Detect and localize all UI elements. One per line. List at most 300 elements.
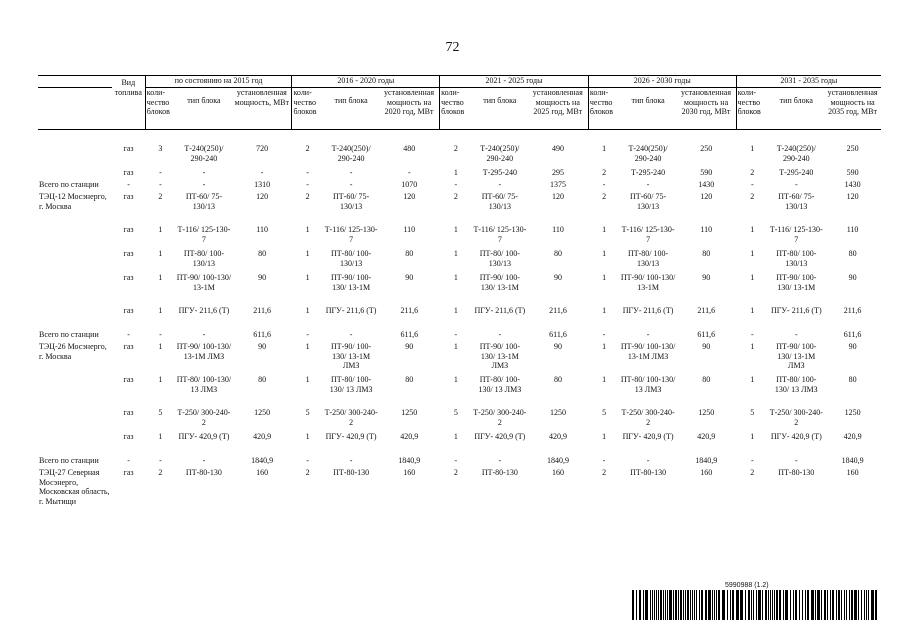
fuel-cell: газ [123, 342, 134, 351]
type-cell: Т-240(250)/ 290-240 [776, 144, 816, 163]
capacity-cell: 90 [554, 273, 563, 282]
fuel-cell: газ [123, 249, 134, 258]
capacity-cell: 90 [848, 273, 857, 282]
type-cell: - [646, 180, 650, 189]
table-row [38, 273, 881, 306]
type-cell: Т-240(250)/ 290-240 [331, 144, 371, 163]
type-cell: ПГУ- 420,9 (Т) [325, 432, 377, 441]
fuel-cell: газ [123, 306, 134, 315]
count-cell: 1 [453, 306, 458, 315]
type-cell: ПТ-80-130 [481, 468, 518, 477]
table-row [38, 168, 881, 180]
count-cell: 1 [158, 432, 163, 441]
capacity-cell: 490 [552, 144, 565, 153]
fuel-cell: газ [123, 375, 134, 384]
type-cell: ПТ-80/ 100-130/ 13 ЛМЗ [774, 375, 818, 394]
count-cell: - [306, 180, 309, 189]
fuel-cell: - [127, 330, 130, 339]
count-cell: 1 [750, 342, 755, 351]
count-cell: 1 [602, 144, 607, 153]
type-cell: Т-250/ 300-240-2 [177, 408, 231, 427]
count-cell: 5 [750, 408, 755, 417]
table-row [38, 330, 881, 342]
count-cell: - [306, 330, 309, 339]
capacity-cell: - [260, 168, 264, 177]
capacity-cell: 90 [702, 273, 711, 282]
capacity-cell: 80 [554, 375, 563, 384]
period-header-2030: 2026 - 2030 годы [588, 76, 736, 88]
count-cell: 2 [305, 192, 310, 201]
type-header: тип блока [620, 88, 677, 130]
capacity-cell: 1250 [254, 408, 271, 417]
type-cell: - [794, 456, 798, 465]
capacity-cell: 80 [702, 249, 711, 258]
count-cell: 1 [750, 375, 755, 384]
count-cell: 1 [158, 273, 163, 282]
type-cell: ПТ-60/ 75-130/13 [185, 192, 223, 211]
count-cell: 1 [602, 306, 607, 315]
count-cell: 1 [453, 249, 458, 258]
count-cell: 1 [750, 225, 755, 234]
table-row [38, 180, 881, 192]
count-cell: - [159, 168, 162, 177]
table-row [38, 468, 881, 513]
capacity-cell: 160 [846, 468, 859, 477]
capacity-cell: 1375 [550, 180, 567, 189]
type-cell: - [498, 330, 502, 339]
capacity-cell: 1840,9 [547, 456, 570, 465]
type-cell: ПТ-90/ 100-130/ 13-1М [776, 273, 817, 292]
station-cell [38, 249, 112, 273]
capacity-cell: 160 [256, 468, 269, 477]
capacity-header: установленная мощность на 2030 год, МВт [676, 88, 736, 130]
table-row [38, 375, 881, 408]
fuel-header: Вид топлива [112, 76, 145, 130]
capacity-cell: 110 [403, 225, 416, 234]
count-cell: 5 [305, 408, 310, 417]
table-row [38, 456, 881, 468]
barcode-label: 5990988 (1.2) [725, 582, 769, 589]
type-cell: ПТ-80/ 100-130/13 [331, 249, 372, 268]
count-cell: 1 [453, 168, 458, 177]
count-cell: 2 [453, 192, 458, 201]
type-cell: ПТ-90/ 100-130/ 13-1М ЛМЗ [479, 342, 520, 371]
capacity-cell: 160 [700, 468, 713, 477]
type-cell: ПТ-60/ 75-130/13 [481, 192, 518, 211]
capacity-cell: 120 [256, 192, 269, 201]
fuel-cell: газ [123, 168, 134, 177]
station-cell [38, 375, 112, 408]
station-cell: ТЭЦ-27 Северная Мосэнерго, Московская область, г. Мытищи [39, 468, 110, 506]
station-cell [38, 144, 112, 168]
station-cell [38, 225, 112, 249]
type-cell: - [498, 456, 502, 465]
capacity-cell: 80 [258, 249, 267, 258]
count-cell: 5 [453, 408, 458, 417]
capacity-cell: 80 [405, 249, 414, 258]
type-cell: ПТ-60/ 75-130/13 [629, 192, 667, 211]
type-cell: Т-295-240 [482, 168, 517, 177]
capacity-cell: 160 [403, 468, 416, 477]
count-header: коли-чество блоков [588, 88, 619, 130]
capacity-cell: 480 [403, 144, 416, 153]
count-cell: 1 [453, 342, 458, 351]
type-cell: Т-116/ 125-130-7 [324, 225, 378, 244]
capacity-table [38, 75, 881, 513]
count-cell: 2 [750, 192, 755, 201]
type-cell: ПТ-60/ 75-130/13 [333, 192, 370, 211]
type-cell: ПТ-90/ 100-130/ 13-1М ЛМЗ [620, 342, 676, 361]
capacity-cell: 90 [405, 342, 414, 351]
count-cell: - [454, 456, 458, 465]
period-header-2025: 2021 - 2025 годы [440, 76, 589, 88]
capacity-cell: 80 [702, 375, 711, 384]
type-cell: - [349, 330, 353, 339]
count-cell: - [159, 330, 162, 339]
table-row [38, 432, 881, 456]
capacity-cell: 1840,9 [841, 456, 864, 465]
count-cell: - [159, 180, 162, 189]
period-header-2020: 2016 - 2020 годы [292, 76, 440, 88]
fuel-cell: газ [123, 144, 134, 153]
type-cell: ПТ-80-130 [185, 468, 222, 477]
capacity-cell: 90 [554, 342, 563, 351]
count-cell: 1 [305, 342, 310, 351]
type-cell: ПТ-90/ 100-130/ 13-1М ЛМЗ [176, 342, 232, 361]
count-cell: 1 [750, 432, 755, 441]
fuel-cell: газ [123, 273, 134, 282]
count-cell: 2 [453, 144, 458, 153]
capacity-cell: 120 [403, 192, 416, 201]
type-cell: ПТ-90/ 100-130/ 13-1М [331, 273, 372, 292]
type-header: тип блока [176, 88, 233, 130]
type-cell: - [646, 456, 650, 465]
capacity-cell: 1840,9 [251, 456, 274, 465]
capacity-header: установленная мощность, МВт [232, 88, 292, 130]
capacity-cell: 611,6 [400, 330, 419, 339]
count-cell: 5 [602, 408, 607, 417]
capacity-cell: 420,9 [400, 432, 419, 441]
capacity-cell: 295 [552, 168, 565, 177]
capacity-cell: 590 [700, 168, 713, 177]
type-cell: Т-116/ 125-130-7 [621, 225, 675, 244]
count-cell: - [454, 180, 458, 189]
barcode-icon [630, 590, 880, 620]
station-cell [38, 273, 112, 306]
type-cell: ПТ-80/ 100-130/ 13 ЛМЗ [478, 375, 522, 394]
capacity-cell: 1250 [698, 408, 715, 417]
type-cell: ПГУ- 420,9 (Т) [178, 432, 230, 441]
type-cell: ПТ-80/ 100-130/ 13 ЛМЗ [176, 375, 232, 394]
count-cell: 1 [453, 432, 458, 441]
station-cell: ТЭЦ-26 Мосэнерго, г. Москва [39, 342, 107, 361]
table-row [38, 306, 881, 330]
capacity-cell: 90 [405, 273, 414, 282]
type-cell: ПГУ- 420,9 (Т) [622, 432, 674, 441]
type-cell: - [646, 330, 650, 339]
capacity-cell: - [407, 168, 411, 177]
count-cell: 1 [453, 273, 458, 282]
count-header: коли-чество блоков [292, 88, 323, 130]
count-cell: 1 [602, 432, 607, 441]
type-cell: ПТ-80-130 [630, 468, 667, 477]
capacity-cell: 120 [700, 192, 713, 201]
capacity-cell: 720 [256, 144, 269, 153]
type-header: тип блока [472, 88, 528, 130]
count-cell: 1 [750, 144, 755, 153]
count-cell: - [750, 456, 754, 465]
count-header: коли-чество блоков [145, 88, 175, 130]
count-cell: 5 [158, 408, 163, 417]
type-cell: Т-295-240 [779, 168, 814, 177]
capacity-cell: 90 [702, 342, 711, 351]
fuel-cell: газ [123, 408, 134, 417]
capacity-cell: 80 [554, 249, 563, 258]
type-cell: ПТ-90/ 100-130/ 13-1М [479, 273, 520, 292]
type-cell: ПТ-90/ 100-130/ 13-1М [176, 273, 232, 292]
count-cell: 1 [158, 249, 163, 258]
capacity-cell: 80 [405, 375, 414, 384]
type-cell: Т-295-240 [630, 168, 666, 177]
count-cell: - [602, 180, 606, 189]
station-cell [38, 306, 112, 330]
capacity-cell: 420,9 [697, 432, 716, 441]
type-cell: ПТ-90/ 100-130/ 13-1М ЛМЗ [331, 342, 372, 371]
count-cell: 2 [453, 468, 458, 477]
type-cell: - [202, 168, 206, 177]
count-cell: 2 [750, 468, 755, 477]
capacity-cell: 211,6 [400, 306, 419, 315]
capacity-cell: 80 [848, 249, 857, 258]
capacity-header: установленная мощность на 2020 год, МВт [379, 88, 440, 130]
count-cell: 1 [158, 306, 163, 315]
count-header: коли-чество блоков [736, 88, 768, 130]
type-cell: ПГУ- 211,6 (Т) [770, 306, 822, 315]
type-cell: ПТ-80-130 [778, 468, 815, 477]
count-cell: 1 [602, 225, 607, 234]
capacity-cell: 611,6 [697, 330, 716, 339]
type-cell: Т-240(250)/ 290-240 [628, 144, 668, 163]
count-cell: 2 [750, 168, 755, 177]
count-cell: 2 [602, 468, 607, 477]
station-cell [38, 168, 112, 180]
capacity-cell: 211,6 [549, 306, 567, 315]
count-cell: 1 [158, 342, 163, 351]
type-cell: Т-116/ 125-130-7 [473, 225, 527, 244]
type-cell: ПГУ- 420,9 (Т) [770, 432, 822, 441]
type-cell: ПГУ- 211,6 (Т) [622, 306, 674, 315]
capacity-cell: 1310 [254, 180, 271, 189]
capacity-cell: 611,6 [253, 330, 271, 339]
type-cell: - [349, 180, 353, 189]
capacity-cell: 211,6 [697, 306, 716, 315]
capacity-cell: 1250 [844, 408, 861, 417]
count-cell: 2 [158, 192, 163, 201]
station-cell: Всего по станции [39, 330, 99, 339]
count-cell: 1 [305, 306, 310, 315]
count-cell: 1 [750, 249, 755, 258]
type-cell: Т-116/ 125-130-7 [177, 225, 231, 244]
capacity-cell: 1070 [401, 180, 418, 189]
count-cell: 2 [158, 468, 163, 477]
type-cell: ПТ-80/ 100-130/ 13 ЛМЗ [620, 375, 676, 394]
count-cell: 2 [602, 192, 607, 201]
type-cell: ПТ-80/ 100-130/13 [479, 249, 520, 268]
count-cell: - [306, 456, 309, 465]
type-cell: ПТ-80/ 100-130/ 13 ЛМЗ [329, 375, 373, 394]
type-cell: - [794, 180, 798, 189]
count-cell: 2 [305, 468, 310, 477]
type-cell: ПГУ- 420,9 (Т) [474, 432, 526, 441]
table-row [38, 408, 881, 432]
capacity-cell: 1250 [550, 408, 567, 417]
type-cell: - [202, 456, 206, 465]
type-cell: Т-240(250)/ 290-240 [184, 144, 224, 163]
table-row [38, 144, 881, 168]
count-cell: - [750, 330, 754, 339]
count-cell: 1 [602, 249, 607, 258]
capacity-cell: 1250 [401, 408, 418, 417]
column-header-row [38, 88, 881, 130]
capacity-cell: 211,6 [843, 306, 862, 315]
type-cell: ПГУ- 211,6 (Т) [325, 306, 377, 315]
capacity-cell: 80 [848, 375, 857, 384]
capacity-cell: 90 [258, 273, 267, 282]
count-cell: - [306, 168, 309, 177]
table-row [38, 342, 881, 375]
count-cell: 1 [305, 273, 310, 282]
station-header-blank [38, 76, 112, 88]
type-cell: - [498, 180, 502, 189]
capacity-header: установленная мощность на 2035 год, МВт [824, 88, 881, 130]
period-header-row [38, 76, 881, 88]
count-cell: - [454, 330, 458, 339]
page-number: 72 [445, 40, 460, 55]
count-cell: - [750, 180, 754, 189]
count-header: коли-чество блоков [440, 88, 472, 130]
type-cell: ПТ-80/ 100-130/13 [627, 249, 669, 268]
type-cell: ПГУ- 211,6 (Т) [178, 306, 230, 315]
type-cell: - [349, 456, 353, 465]
capacity-cell: 1430 [698, 180, 715, 189]
type-cell: ПГУ- 211,6 (Т) [474, 306, 526, 315]
station-cell: Всего по станции [39, 180, 99, 189]
capacity-cell: 420,9 [843, 432, 862, 441]
count-cell: 1 [158, 225, 163, 234]
type-cell: ПТ-80/ 100-130/13 [183, 249, 225, 268]
type-cell: Т-250/ 300-240-2 [621, 408, 675, 427]
type-cell: - [349, 168, 353, 177]
type-cell: Т-116/ 125-130-7 [769, 225, 823, 244]
count-cell: - [602, 330, 606, 339]
table-row [38, 225, 881, 249]
fuel-cell: газ [123, 432, 134, 441]
capacity-cell: 1430 [844, 180, 861, 189]
capacity-cell: 250 [846, 144, 859, 153]
capacity-cell: 250 [700, 144, 713, 153]
station-cell: Всего по станции [39, 456, 99, 465]
fuel-cell: - [127, 180, 130, 189]
type-cell: Т-250/ 300-240-2 [769, 408, 823, 427]
capacity-header: установленная мощность на 2025 год, МВт [528, 88, 589, 130]
count-cell: 1 [305, 432, 310, 441]
count-cell: 1 [158, 375, 163, 384]
count-cell: 3 [158, 144, 163, 153]
type-cell: Т-250/ 300-240-2 [324, 408, 378, 427]
capacity-cell: 110 [700, 225, 713, 234]
capacity-cell: 590 [846, 168, 859, 177]
header-gap-row [38, 130, 881, 145]
period-header-2035: 2031 - 2035 годы [736, 76, 881, 88]
period-header-2015: по состоянию на 2015 год [145, 76, 292, 88]
type-header: тип блока [768, 88, 824, 130]
count-cell: 1 [305, 225, 310, 234]
type-cell: Т-250/ 300-240-2 [473, 408, 527, 427]
station-cell: ТЭЦ-12 Мосэнерго, г. Москва [39, 192, 107, 211]
count-cell: 2 [305, 144, 310, 153]
capacity-cell: 420,9 [253, 432, 272, 441]
fuel-cell: газ [123, 225, 134, 234]
capacity-cell: 110 [552, 225, 564, 234]
capacity-cell: 110 [256, 225, 268, 234]
type-cell: ПТ-60/ 75-130/13 [778, 192, 815, 211]
capacity-cell: 160 [552, 468, 565, 477]
type-cell: ПТ-90/ 100-130/ 13-1М ЛМЗ [776, 342, 817, 371]
count-cell: 1 [305, 249, 310, 258]
type-cell: - [202, 330, 206, 339]
table-row [38, 192, 881, 225]
capacity-cell: 110 [846, 225, 859, 234]
capacity-cell: 120 [846, 192, 859, 201]
barcode-area [630, 582, 880, 620]
capacity-cell: 120 [552, 192, 565, 201]
count-cell: - [159, 456, 162, 465]
station-header-cell [38, 88, 112, 130]
capacity-cell: 1840,9 [695, 456, 718, 465]
capacity-cell: 1840,9 [398, 456, 421, 465]
capacity-table-sheet [38, 75, 881, 513]
count-cell: - [602, 456, 606, 465]
type-cell: - [794, 330, 798, 339]
fuel-cell: газ [123, 468, 134, 477]
count-cell: 1 [453, 225, 458, 234]
capacity-cell: 611,6 [549, 330, 567, 339]
count-cell: 1 [453, 375, 458, 384]
type-header: тип блока [323, 88, 379, 130]
capacity-cell: 90 [258, 342, 267, 351]
type-cell: - [202, 180, 206, 189]
capacity-cell: 611,6 [843, 330, 862, 339]
type-cell: ПТ-80-130 [333, 468, 370, 477]
fuel-cell: газ [123, 192, 134, 201]
table-body [38, 130, 881, 514]
count-cell: 1 [602, 375, 607, 384]
fuel-cell: - [127, 456, 130, 465]
type-cell: ПТ-90/ 100-130/ 13-1М [620, 273, 676, 292]
type-cell: Т-240(250)/ 290-240 [480, 144, 520, 163]
count-cell: 1 [602, 342, 607, 351]
table-row [38, 249, 881, 273]
type-cell: ПТ-80/ 100-130/13 [776, 249, 817, 268]
capacity-cell: 80 [258, 375, 267, 384]
count-cell: 1 [602, 273, 607, 282]
capacity-cell: 211,6 [253, 306, 271, 315]
capacity-cell: 90 [848, 342, 857, 351]
count-cell: 1 [750, 273, 755, 282]
count-cell: 1 [305, 375, 310, 384]
count-cell: 1 [750, 306, 755, 315]
station-cell [38, 432, 112, 456]
